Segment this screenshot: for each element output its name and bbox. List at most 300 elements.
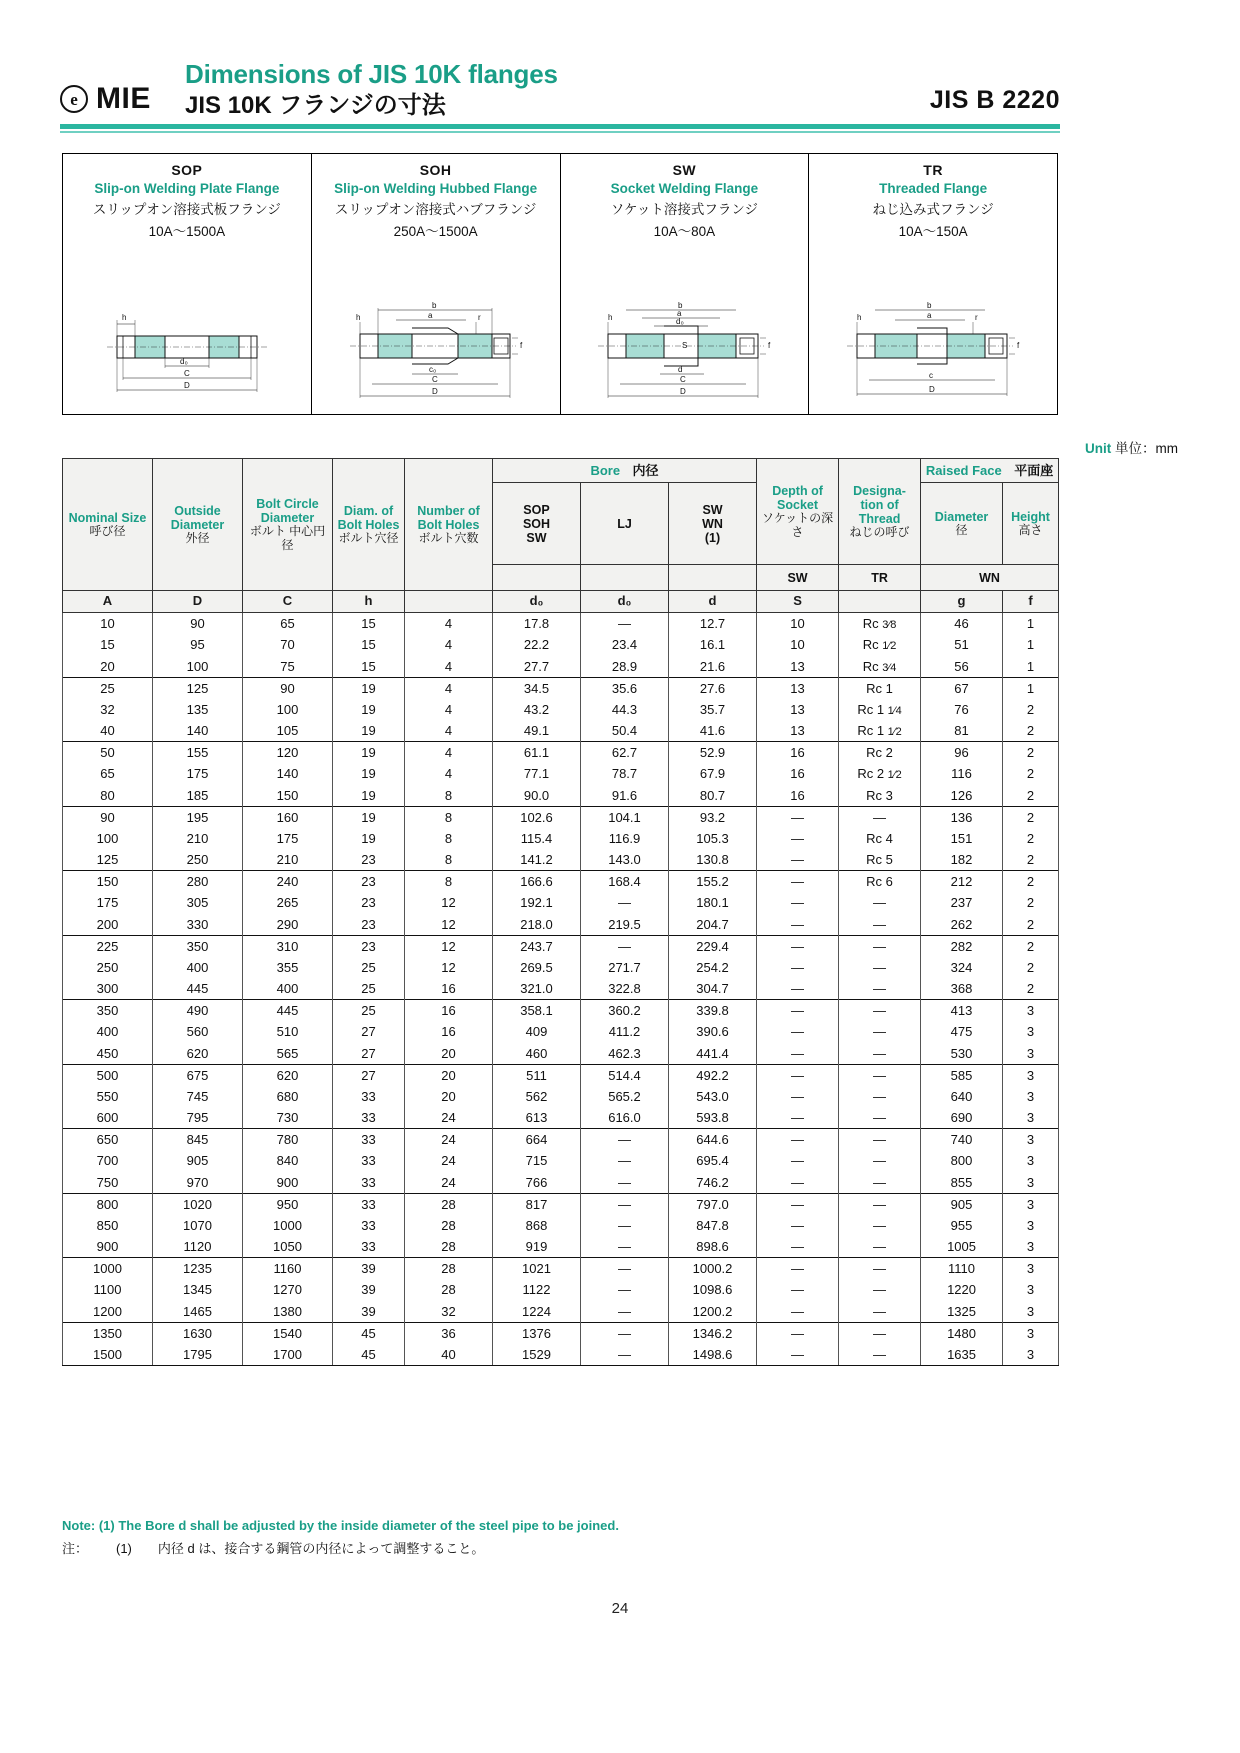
col-designation-thread: Designa- tion of Thread ねじの呼び: [839, 459, 921, 565]
cell-r13-c11: 2: [1003, 892, 1059, 914]
cell-r8-c1: 185: [153, 785, 243, 807]
cell-r24-c11: 3: [1003, 1129, 1059, 1151]
flange-name-ja-sw: ソケット溶接式フランジ: [610, 202, 759, 217]
cell-r12-c10: 212: [921, 871, 1003, 893]
cell-r15-c10: 282: [921, 935, 1003, 957]
cell-r33-c9: —: [839, 1322, 921, 1344]
table-row: [63, 978, 1059, 1000]
cell-r11-c0: 125: [63, 849, 153, 871]
cell-r29-c3: 33: [333, 1236, 405, 1258]
cell-r33-c10: 1480: [921, 1322, 1003, 1344]
cell-r19-c5: 409: [493, 1021, 581, 1043]
cell-r26-c1: 970: [153, 1172, 243, 1194]
table-row: [63, 1150, 1059, 1172]
cell-r31-c10: 1220: [921, 1279, 1003, 1301]
cell-r19-c11: 3: [1003, 1021, 1059, 1043]
cell-r18-c1: 490: [153, 1000, 243, 1022]
cell-r33-c6: —: [581, 1322, 669, 1344]
cell-r27-c3: 33: [333, 1193, 405, 1215]
cell-r27-c5: 817: [493, 1193, 581, 1215]
flange-code-sop: SOP: [171, 162, 203, 178]
sym-D: D: [153, 591, 243, 613]
table-row: [63, 1193, 1059, 1215]
cell-r21-c9: —: [839, 1064, 921, 1086]
cell-r22-c7: 543.0: [669, 1086, 757, 1108]
cell-r32-c11: 3: [1003, 1301, 1059, 1323]
cell-r27-c0: 800: [63, 1193, 153, 1215]
cell-r26-c2: 900: [243, 1172, 333, 1194]
cell-r16-c1: 400: [153, 957, 243, 979]
cell-r17-c2: 400: [243, 978, 333, 1000]
svg-text:c: c: [929, 371, 934, 380]
flange-panel-sw: [561, 154, 810, 414]
cell-r0-c5: 17.8: [493, 613, 581, 635]
flange-name-ja-sop: スリップオン溶接式板フランジ: [92, 202, 281, 217]
flange-figure-sop: [63, 288, 311, 408]
cell-r0-c11: 1: [1003, 613, 1059, 635]
cell-r26-c8: —: [757, 1172, 839, 1194]
cell-r34-c11: 3: [1003, 1344, 1059, 1366]
cell-r7-c11: 2: [1003, 763, 1059, 785]
cell-r2-c11: 1: [1003, 656, 1059, 678]
cell-r26-c0: 750: [63, 1172, 153, 1194]
cell-r13-c8: —: [757, 892, 839, 914]
col-bolt-circle-diameter: Bolt Circle Diameter ボルト 中心円径: [243, 459, 333, 591]
cell-r22-c9: —: [839, 1086, 921, 1108]
cell-r1-c4: 4: [405, 634, 493, 656]
sym-S: S: [757, 591, 839, 613]
cell-r3-c1: 125: [153, 677, 243, 699]
cell-r4-c7: 35.7: [669, 699, 757, 721]
col-bore-swwn-spacer: [669, 565, 757, 591]
cell-r13-c10: 237: [921, 892, 1003, 914]
svg-text:f: f: [768, 341, 771, 350]
cell-r9-c1: 195: [153, 806, 243, 828]
cell-r18-c0: 350: [63, 1000, 153, 1022]
svg-text:C: C: [183, 369, 190, 378]
cell-r24-c8: —: [757, 1129, 839, 1151]
cell-r16-c8: —: [757, 957, 839, 979]
cell-r33-c7: 1346.2: [669, 1322, 757, 1344]
cell-r6-c7: 52.9: [669, 742, 757, 764]
note-text-en: The Bore d shall be adjusted by the inside diameter of the steel pipe to be joined.: [118, 1518, 619, 1533]
svg-text:d: d: [678, 365, 683, 374]
cell-r33-c2: 1540: [243, 1322, 333, 1344]
cell-r16-c5: 269.5: [493, 957, 581, 979]
cell-r31-c2: 1270: [243, 1279, 333, 1301]
cell-r7-c10: 116: [921, 763, 1003, 785]
table-row: [63, 1279, 1059, 1301]
unit-label: [1085, 437, 1178, 457]
cell-r13-c9: —: [839, 892, 921, 914]
cell-r6-c2: 120: [243, 742, 333, 764]
cell-r23-c10: 690: [921, 1107, 1003, 1129]
svg-text:D: D: [680, 387, 687, 396]
cell-r21-c5: 511: [493, 1064, 581, 1086]
cell-r11-c8: —: [757, 849, 839, 871]
cell-r7-c7: 67.9: [669, 763, 757, 785]
cell-r7-c8: 16: [757, 763, 839, 785]
title-japanese: JIS 10K フランジの寸法: [185, 91, 446, 119]
cell-r0-c10: 46: [921, 613, 1003, 635]
cell-r25-c10: 800: [921, 1150, 1003, 1172]
cell-r4-c8: 13: [757, 699, 839, 721]
cell-r19-c8: —: [757, 1021, 839, 1043]
cell-r26-c11: 3: [1003, 1172, 1059, 1194]
cell-r26-c4: 24: [405, 1172, 493, 1194]
cell-r19-c7: 390.6: [669, 1021, 757, 1043]
cell-r33-c3: 45: [333, 1322, 405, 1344]
table-row: [63, 699, 1059, 721]
cell-r22-c10: 640: [921, 1086, 1003, 1108]
mie-logo-icon: e: [60, 85, 88, 113]
cell-r28-c11: 3: [1003, 1215, 1059, 1237]
cell-r29-c0: 900: [63, 1236, 153, 1258]
cell-r25-c6: —: [581, 1150, 669, 1172]
cell-r0-c9: Rc 3⁄8: [839, 613, 921, 635]
header-rule: [60, 124, 1060, 129]
cell-r7-c2: 140: [243, 763, 333, 785]
header-rule-thin: [60, 131, 1060, 133]
header-row-groups: [63, 459, 1059, 483]
cell-r25-c2: 840: [243, 1150, 333, 1172]
cell-r4-c5: 43.2: [493, 699, 581, 721]
cell-r28-c10: 955: [921, 1215, 1003, 1237]
cell-r29-c11: 3: [1003, 1236, 1059, 1258]
cell-r9-c6: 104.1: [581, 806, 669, 828]
cell-r21-c7: 492.2: [669, 1064, 757, 1086]
cell-r3-c4: 4: [405, 677, 493, 699]
cell-r20-c9: —: [839, 1043, 921, 1065]
unit-label-ja: 単位：mm: [1115, 441, 1178, 456]
col-depth-socket-code: SW: [757, 565, 839, 591]
cell-r3-c9: Rc 1: [839, 677, 921, 699]
cell-r14-c7: 204.7: [669, 914, 757, 936]
table-row: [63, 634, 1059, 656]
cell-r7-c5: 77.1: [493, 763, 581, 785]
cell-r13-c6: —: [581, 892, 669, 914]
sym-blank: [405, 591, 493, 613]
cell-r32-c0: 1200: [63, 1301, 153, 1323]
cell-r20-c11: 3: [1003, 1043, 1059, 1065]
cell-r25-c1: 905: [153, 1150, 243, 1172]
cell-r33-c1: 1630: [153, 1322, 243, 1344]
cell-r3-c2: 90: [243, 677, 333, 699]
cell-r9-c2: 160: [243, 806, 333, 828]
table-row: [63, 677, 1059, 699]
col-depth-of-socket: Depth of Socket ソケットの深さ: [757, 459, 839, 565]
cell-r32-c1: 1465: [153, 1301, 243, 1323]
cell-r16-c3: 25: [333, 957, 405, 979]
cell-r1-c2: 70: [243, 634, 333, 656]
cell-r23-c3: 33: [333, 1107, 405, 1129]
cell-r8-c2: 150: [243, 785, 333, 807]
cell-r34-c6: —: [581, 1344, 669, 1366]
cell-r3-c0: 25: [63, 677, 153, 699]
svg-text:h: h: [857, 313, 862, 322]
cell-r10-c6: 116.9: [581, 828, 669, 850]
cell-r28-c3: 33: [333, 1215, 405, 1237]
cell-r13-c5: 192.1: [493, 892, 581, 914]
cell-r14-c1: 330: [153, 914, 243, 936]
cell-r20-c7: 441.4: [669, 1043, 757, 1065]
cell-r12-c7: 155.2: [669, 871, 757, 893]
cell-r27-c1: 1020: [153, 1193, 243, 1215]
cell-r16-c9: —: [839, 957, 921, 979]
cell-r4-c11: 2: [1003, 699, 1059, 721]
note-english: [62, 1516, 1058, 1536]
cell-r17-c3: 25: [333, 978, 405, 1000]
cell-r33-c5: 1376: [493, 1322, 581, 1344]
cell-r7-c3: 19: [333, 763, 405, 785]
cell-r14-c8: —: [757, 914, 839, 936]
cell-r0-c8: 10: [757, 613, 839, 635]
flange-name-en-sop: Slip-on Welding Plate Flange: [94, 181, 280, 196]
flange-figure-soh: [312, 288, 560, 408]
col-thread-code: TR: [839, 565, 921, 591]
sym-d: d: [669, 591, 757, 613]
cell-r6-c5: 61.1: [493, 742, 581, 764]
cell-r14-c6: 219.5: [581, 914, 669, 936]
col-bore-sop-spacer: [493, 565, 581, 591]
cell-r0-c6: —: [581, 613, 669, 635]
cell-r33-c11: 3: [1003, 1322, 1059, 1344]
col-raised-face-diameter: Diameter 径: [921, 483, 1003, 565]
sym-f: f: [1003, 591, 1059, 613]
cell-r15-c2: 310: [243, 935, 333, 957]
cell-r23-c1: 795: [153, 1107, 243, 1129]
cell-r7-c0: 65: [63, 763, 153, 785]
table-row: [63, 1086, 1059, 1108]
cell-r3-c11: 1: [1003, 677, 1059, 699]
cell-r2-c6: 28.9: [581, 656, 669, 678]
cell-r12-c0: 150: [63, 871, 153, 893]
cell-r17-c9: —: [839, 978, 921, 1000]
note-num-ja: (1): [116, 1540, 132, 1556]
cell-r3-c8: 13: [757, 677, 839, 699]
cell-r14-c4: 12: [405, 914, 493, 936]
cell-r0-c1: 90: [153, 613, 243, 635]
col-nominal-size: Nominal Size 呼び径: [63, 459, 153, 591]
cell-r2-c2: 75: [243, 656, 333, 678]
cell-r0-c4: 4: [405, 613, 493, 635]
cell-r16-c0: 250: [63, 957, 153, 979]
cell-r13-c7: 180.1: [669, 892, 757, 914]
table-row: [63, 1258, 1059, 1280]
table-row: [63, 763, 1059, 785]
svg-text:a: a: [427, 311, 433, 320]
cell-r27-c6: —: [581, 1193, 669, 1215]
cell-r19-c1: 560: [153, 1021, 243, 1043]
cell-r23-c0: 600: [63, 1107, 153, 1129]
cell-r6-c11: 2: [1003, 742, 1059, 764]
cell-r3-c3: 19: [333, 677, 405, 699]
svg-text:S: S: [682, 341, 688, 350]
cell-r30-c7: 1000.2: [669, 1258, 757, 1280]
cell-r15-c1: 350: [153, 935, 243, 957]
cell-r9-c8: —: [757, 806, 839, 828]
cell-r29-c7: 898.6: [669, 1236, 757, 1258]
flange-range-tr: 10A〜150A: [898, 224, 968, 239]
cell-r32-c7: 1200.2: [669, 1301, 757, 1323]
cell-r15-c9: —: [839, 935, 921, 957]
flange-range-soh: 250A〜1500A: [393, 224, 478, 239]
cell-r23-c4: 24: [405, 1107, 493, 1129]
note-label-ja: 注：: [62, 1540, 89, 1556]
cell-r5-c7: 41.6: [669, 720, 757, 742]
cell-r20-c0: 450: [63, 1043, 153, 1065]
cell-r28-c1: 1070: [153, 1215, 243, 1237]
cell-r17-c10: 368: [921, 978, 1003, 1000]
cell-r1-c7: 16.1: [669, 634, 757, 656]
cell-r5-c3: 19: [333, 720, 405, 742]
cell-r5-c8: 13: [757, 720, 839, 742]
cell-r2-c9: Rc 3⁄4: [839, 656, 921, 678]
cell-r28-c5: 868: [493, 1215, 581, 1237]
cell-r12-c3: 23: [333, 871, 405, 893]
cell-r30-c2: 1160: [243, 1258, 333, 1280]
cell-r16-c7: 254.2: [669, 957, 757, 979]
cell-r2-c1: 100: [153, 656, 243, 678]
svg-text:b: b: [431, 301, 437, 310]
cell-r0-c2: 65: [243, 613, 333, 635]
table-row: [63, 935, 1059, 957]
cell-r34-c1: 1795: [153, 1344, 243, 1366]
cell-r8-c6: 91.6: [581, 785, 669, 807]
table-row: [63, 871, 1059, 893]
cell-r9-c9: —: [839, 806, 921, 828]
cell-r34-c9: —: [839, 1344, 921, 1366]
svg-text:C: C: [431, 375, 438, 384]
table-row: [63, 1021, 1059, 1043]
cell-r31-c9: —: [839, 1279, 921, 1301]
cell-r18-c10: 413: [921, 1000, 1003, 1022]
flange-panel-sop: [63, 154, 312, 414]
cell-r17-c1: 445: [153, 978, 243, 1000]
svg-text:f: f: [1017, 341, 1020, 350]
cell-r31-c4: 28: [405, 1279, 493, 1301]
cell-r12-c4: 8: [405, 871, 493, 893]
table-row: [63, 914, 1059, 936]
cell-r17-c5: 321.0: [493, 978, 581, 1000]
cell-r11-c4: 8: [405, 849, 493, 871]
svg-text:a: a: [677, 309, 682, 318]
cell-r28-c6: —: [581, 1215, 669, 1237]
cell-r24-c2: 780: [243, 1129, 333, 1151]
cell-r6-c0: 50: [63, 742, 153, 764]
cell-r4-c2: 100: [243, 699, 333, 721]
table-row: [63, 1322, 1059, 1344]
col-bore-sw-wn: SW WN (1): [669, 483, 757, 565]
flange-figure-sw: [561, 288, 809, 408]
cell-r26-c6: —: [581, 1172, 669, 1194]
cell-r32-c2: 1380: [243, 1301, 333, 1323]
cell-r28-c4: 28: [405, 1215, 493, 1237]
table-row: [63, 1107, 1059, 1129]
cell-r15-c6: —: [581, 935, 669, 957]
cell-r10-c3: 19: [333, 828, 405, 850]
cell-r4-c4: 4: [405, 699, 493, 721]
cell-r10-c5: 115.4: [493, 828, 581, 850]
table-row: [63, 742, 1059, 764]
flange-code-tr: TR: [923, 162, 943, 178]
cell-r15-c4: 12: [405, 935, 493, 957]
cell-r34-c8: —: [757, 1344, 839, 1366]
cell-r11-c9: Rc 5: [839, 849, 921, 871]
flange-panel-tr: [809, 154, 1057, 414]
cell-r10-c7: 105.3: [669, 828, 757, 850]
cell-r6-c6: 62.7: [581, 742, 669, 764]
cell-r2-c8: 13: [757, 656, 839, 678]
cell-r22-c8: —: [757, 1086, 839, 1108]
cell-r9-c5: 102.6: [493, 806, 581, 828]
cell-r13-c1: 305: [153, 892, 243, 914]
cell-r31-c0: 1100: [63, 1279, 153, 1301]
cell-r22-c1: 745: [153, 1086, 243, 1108]
cell-r34-c2: 1700: [243, 1344, 333, 1366]
cell-r34-c0: 1500: [63, 1344, 153, 1366]
cell-r34-c10: 1635: [921, 1344, 1003, 1366]
cell-r32-c9: —: [839, 1301, 921, 1323]
note-japanese: [62, 1539, 1058, 1559]
cell-r29-c9: —: [839, 1236, 921, 1258]
cell-r2-c7: 21.6: [669, 656, 757, 678]
cell-r32-c4: 32: [405, 1301, 493, 1323]
cell-r31-c1: 1345: [153, 1279, 243, 1301]
sym-thread-blank: [839, 591, 921, 613]
cell-r0-c3: 15: [333, 613, 405, 635]
cell-r19-c3: 27: [333, 1021, 405, 1043]
cell-r12-c1: 280: [153, 871, 243, 893]
cell-r23-c11: 3: [1003, 1107, 1059, 1129]
cell-r30-c8: —: [757, 1258, 839, 1280]
flange-name-en-sw: Socket Welding Flange: [610, 181, 759, 196]
cell-r5-c5: 49.1: [493, 720, 581, 742]
cell-r30-c11: 3: [1003, 1258, 1059, 1280]
page-number: 24: [611, 1600, 629, 1617]
cell-r9-c11: 2: [1003, 806, 1059, 828]
dimensions-table-wrapper: [62, 458, 1058, 1366]
cell-r21-c4: 20: [405, 1064, 493, 1086]
table-row: [63, 957, 1059, 979]
cell-r10-c0: 100: [63, 828, 153, 850]
cell-r31-c11: 3: [1003, 1279, 1059, 1301]
cell-r1-c5: 22.2: [493, 634, 581, 656]
cell-r17-c0: 300: [63, 978, 153, 1000]
cell-r9-c4: 8: [405, 806, 493, 828]
cell-r24-c7: 644.6: [669, 1129, 757, 1151]
flange-range-sop: 10A〜1500A: [148, 224, 226, 239]
cell-r5-c6: 50.4: [581, 720, 669, 742]
table-row: [63, 656, 1059, 678]
col-raised-face-code: WN: [921, 565, 1059, 591]
cell-r2-c4: 4: [405, 656, 493, 678]
cell-r14-c2: 290: [243, 914, 333, 936]
cell-r30-c6: —: [581, 1258, 669, 1280]
cell-r18-c9: —: [839, 1000, 921, 1022]
svg-text:h: h: [355, 313, 361, 322]
cell-r11-c6: 143.0: [581, 849, 669, 871]
cell-r23-c2: 730: [243, 1107, 333, 1129]
cell-r34-c5: 1529: [493, 1344, 581, 1366]
table-row: [63, 1236, 1059, 1258]
cell-r6-c9: Rc 2: [839, 742, 921, 764]
cell-r31-c8: —: [757, 1279, 839, 1301]
cell-r5-c0: 40: [63, 720, 153, 742]
cell-r31-c5: 1122: [493, 1279, 581, 1301]
cell-r19-c9: —: [839, 1021, 921, 1043]
cell-r30-c5: 1021: [493, 1258, 581, 1280]
